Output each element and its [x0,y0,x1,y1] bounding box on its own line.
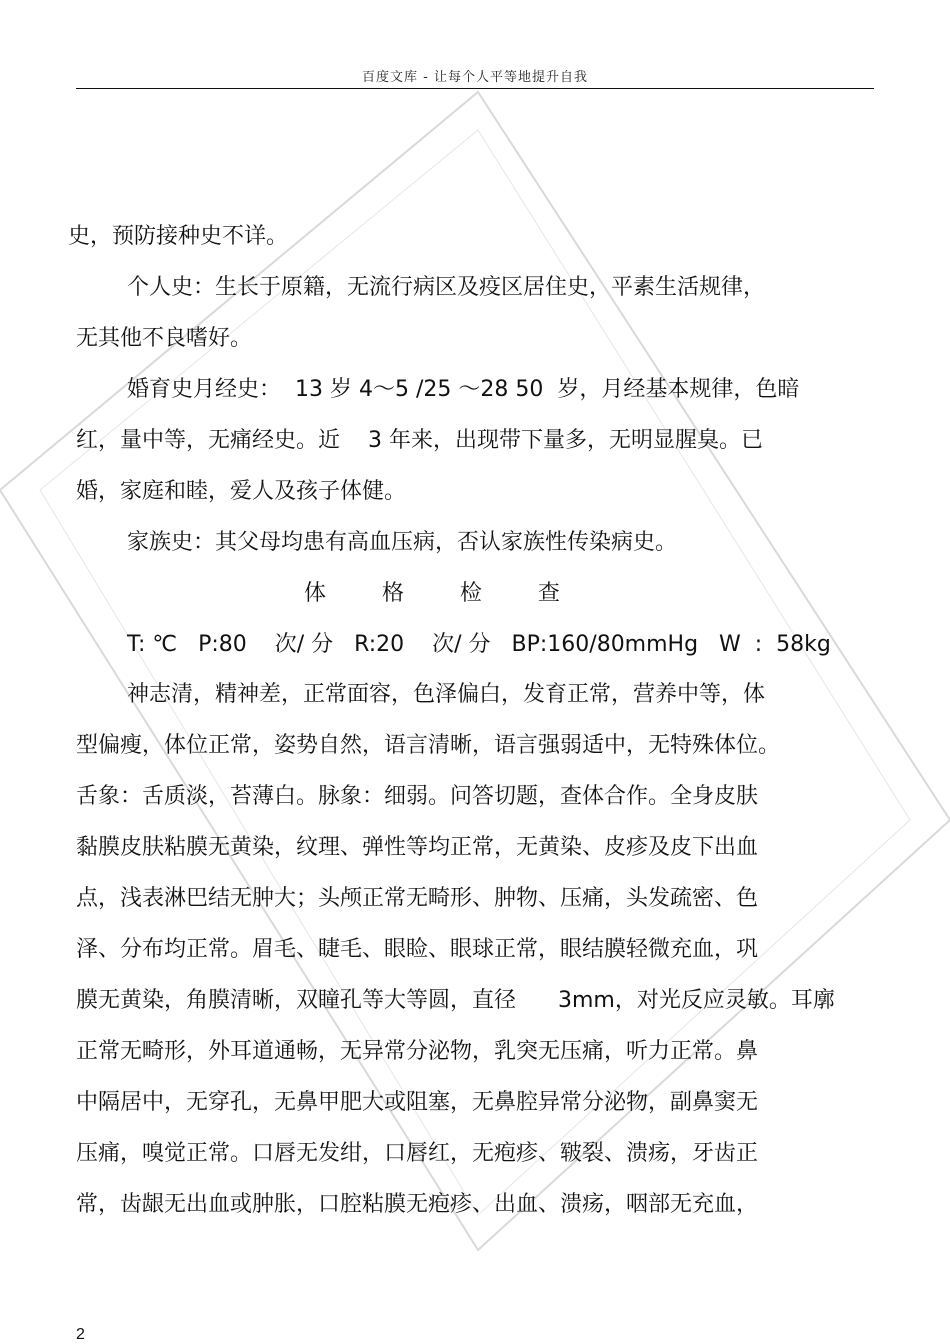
header-divider [76,88,874,89]
text-line: 常，齿龈无出血或肿胀，口腔粘膜无疱疹、出血、溃疡，咽部无充血， [76,1192,759,1217]
text-line: 红，量中等，无痛经史。近 3 年来，出现带下量多，无明显腥臭。已 [76,428,763,453]
text-line: 泽、分布均正常。眉毛、睫毛、眼睑、眼球正常，眼结膜轻微充血，巩 [76,937,759,962]
text-line: 中隔居中，无穿孔，无鼻甲肥大或阻塞，无鼻腔异常分泌物，副鼻窦无 [76,1090,759,1115]
text-line: 婚育史月经史： 13 岁 4～5 /25 ～28 50 岁，月经基本规律，色暗 [127,377,800,402]
text-line: 神志清，精神差，正常面容，色泽偏白，发育正常，营养中等，体 [127,682,766,707]
text-line: 史，预防接种史不详。 [68,224,289,249]
text-line: 婚，家庭和睦，爱人及孩子体健。 [76,479,407,504]
text-line: 膜无黄染，角膜清晰，双瞳孔等大等圆，直径 3mm，对光反应灵敏。耳廓 [76,988,835,1013]
text-line: 无其他不良嗜好。 [76,326,253,351]
text-line: 舌象：舌质淡，苔薄白。脉象：细弱。问答切题，查体合作。全身皮肤 [76,784,759,809]
text-line: 型偏瘦，体位正常，姿势自然，语言清晰，语言强弱适中，无特殊体位。 [76,733,781,758]
text-line: 压痛，嗅觉正常。口唇无发绀，口唇红，无疱疹、皲裂、溃疡，牙齿正 [76,1141,759,1166]
text-line: 个人史：生长于原籍，无流行病区及疫区居住史，平素生活规律， [127,275,766,300]
text-line: 黏膜皮肤粘膜无黄染，纹理、弹性等均正常，无黄染、皮疹及皮下出血 [76,835,759,860]
page-number: 2 [76,1326,85,1343]
text-line: 家族史：其父母均患有高血压病，否认家族性传染病史。 [127,530,678,555]
vitals-line: T: ℃ P:80 次/ 分 R:20 次/ 分 BP:160/80mmHg W : 58kg [127,632,831,657]
section-heading: 体 格 检 查 [304,581,560,606]
page-header: 百度文库 - 让每个人平等地提升自我 [362,70,588,85]
text-line: 点，浅表淋巴结无肿大；头颅正常无畸形、肿物、压痛，头发疏密、色 [76,886,759,911]
text-line: 正常无畸形，外耳道通畅，无异常分泌物，乳突无压痛，听力正常。鼻 [76,1039,759,1064]
